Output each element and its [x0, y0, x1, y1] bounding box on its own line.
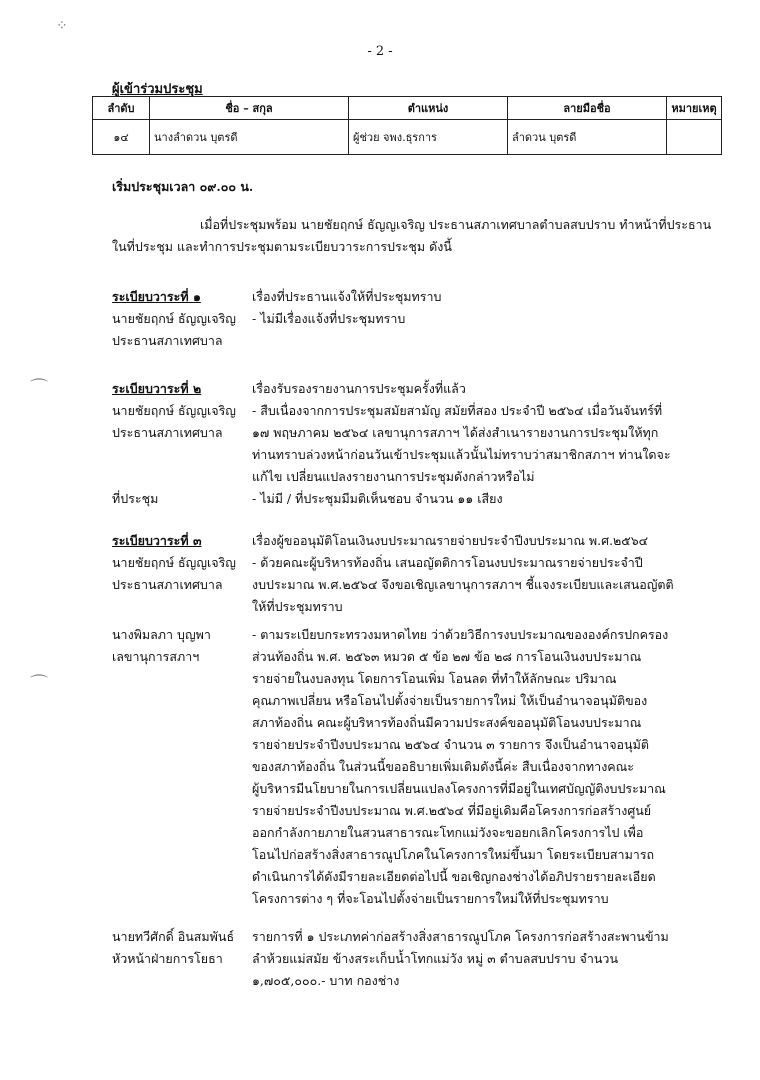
speaker-title: ประธานสภาเทศบาล — [112, 333, 223, 348]
agenda-text: - ไม่มีเรื่องแจ้งที่ประชุมทราบ — [252, 311, 406, 326]
speaker-name: นางพิมลภา บุญพา — [112, 627, 211, 642]
punch-hole-mark: ⌒ — [30, 674, 48, 695]
table-cell: ผู้ช่วย จพง.ธุรการ — [349, 120, 508, 155]
engineer-text: ๑,๗๐๕,๐๐๐.- บาท กองช่าง — [252, 973, 400, 988]
clerk-text: - ตามระเบียบกระทรวงมหาดไทย ว่าด้วยวิธีการงบประมาณขององค์กรปกครอง — [252, 627, 669, 642]
scan-mark-top: ⁘ — [56, 18, 68, 34]
agenda-2-left — [112, 378, 252, 444]
speaker-title: เลขานุการสภาฯ — [112, 649, 200, 664]
clerk-right — [252, 624, 730, 910]
opening-line: ในที่ประชุม และทำการประชุมตามระเบียบวาระการประชุม ดังนี้ — [112, 239, 452, 254]
agenda-text: งบประมาณ พ.ศ.๒๕๖๔ จึงขอเชิญเลขานุการสภาฯ ชี้แจงระเบียบและเสนอญัตติ — [252, 577, 674, 592]
agenda-text: ท่านทราบล่วงหน้าก่อนวันเข้าประชุมแล้วนั้นไม่ทราบว่าสมาชิกสภาฯ ท่านใดจะ — [252, 447, 671, 462]
agenda-text: - ด้วยคณะผู้บริหารท้องถิ่น เสนอญัตติการโอนงบประมาณรายจ่ายประจำปี — [252, 555, 643, 570]
attendees-label: ผู้เข้าร่วมประชุม — [112, 82, 203, 97]
table-row — [93, 120, 722, 155]
agenda-3-right — [252, 530, 730, 618]
page-number: - 2 - — [367, 44, 393, 59]
agenda-title: เรื่องที่ประธานแจ้งให้ที่ประชุมทราบ — [252, 289, 442, 304]
start-time: เริ่มประชุมเวลา ๐๙.๐๐ น. — [112, 179, 254, 194]
assembly-result: - ไม่มี / ที่ประชุมมีมติเห็นชอบ จำนวน ๑๑ เสียง — [252, 491, 503, 506]
speaker-title: หัวหน้าฝ่ายการโยธา — [112, 951, 223, 966]
punch-hole-mark: ⌒ — [30, 378, 48, 399]
assembly-label: ที่ประชุม — [112, 491, 159, 506]
speaker-name: นายทวีศักดิ์ อินสมพันธ์ — [112, 929, 235, 944]
clerk-text: โครงการต่าง ๆ ที่จะโอนไปตั้งจ่ายเป็นรายการใหม่ให้ที่ประชุมทราบ — [252, 891, 609, 906]
agenda-2-right — [252, 378, 730, 488]
column-header: ลายมือชื่อ — [508, 97, 667, 120]
speaker-title: ประธานสภาเทศบาล — [112, 425, 223, 440]
clerk-text: รายจ่ายในงบลงทุน โดยการโอนเพิ่ม โอนลด ที่ทำให้ลักษณะ ปริมาณ — [252, 671, 617, 686]
clerk-left — [112, 624, 252, 668]
table-header-row — [93, 97, 722, 120]
clerk-text: โอนไปก่อสร้างสิ่งสาธารณูปโภคในโครงการใหม่ขึ้นมา โดยระเบียบสามารถ — [252, 847, 655, 862]
speaker-name: นายชัยฤกษ์ ธัญญเจริญ — [112, 311, 236, 326]
clerk-text: รายจ่ายประจำปีงบประมาณ พ.ศ.๒๕๖๔ ที่มีอยู่เดิมคือโครงการก่อสร้างศูนย์ — [252, 803, 652, 818]
agenda-title: เรื่องรับรองรายงานการประชุมครั้งที่แล้ว — [252, 381, 466, 396]
engineer-left — [112, 926, 252, 970]
speaker-name: นายชัยฤกษ์ ธัญญเจริญ — [112, 555, 236, 570]
clerk-text: ของสภาท้องถิ่น ในส่วนนี้ขออธิบายเพิ่มเติมดังนี้ค่ะ สืบเนื่องจากทางคณะ — [252, 759, 634, 774]
engineer-text: ลำห้วยแม่สมัย ข้างสระเก็บน้ำโทกแม่วัง หมู่ ๓ ตำบลสบปราบ จำนวน — [252, 951, 618, 966]
agenda-text: ๑๗ พฤษภาคม ๒๕๖๔ เลขานุการสภาฯ ได้ส่งสำเนารายงานการประชุมให้ทุก — [252, 425, 659, 440]
agenda-heading: ระเบียบวาระที่ ๒ — [112, 381, 202, 396]
column-header: หมายเหตุ — [667, 97, 722, 120]
agenda-1-left — [112, 286, 252, 352]
engineer-text: รายการที่ ๑ ประเภทค่าก่อสร้างสิ่งสาธารณูปโภค โครงการก่อสร้างสะพานข้าม — [252, 929, 669, 944]
clerk-text: คุณภาพเปลี่ยน หรือโอนไปตั้งจ่ายเป็นรายการใหม่ ให้เป็นอำนาจอนุมัติของ — [252, 693, 648, 708]
attendees-table — [92, 96, 722, 155]
agenda-text: แก้ไข เปลี่ยนแปลงรายงานการประชุมดังกล่าวหรือไม่ — [252, 469, 535, 484]
agenda-1-right — [252, 286, 730, 330]
clerk-text: สภาท้องถิ่น คณะผู้บริหารท้องถิ่นมีความประสงค์ขออนุมัติโอนงบประมาณ — [252, 715, 642, 730]
table-cell: นางลำดวน บุตรดี — [150, 120, 349, 155]
clerk-text: ดำเนินการได้ดังมีรายละเอียดต่อไปนี้ ขอเชิญกองช่างได้อภิปรายรายละเอียด — [252, 869, 656, 884]
table-cell — [667, 120, 722, 155]
opening-line: เมื่อที่ประชุมพร้อม นายชัยฤกษ์ ธัญญเจริญ ประธานสภาเทศบาลตำบลสบปราบ ทำหน้าที่ประธาน — [200, 217, 712, 232]
agenda-3-left — [112, 530, 252, 596]
agenda-heading: ระเบียบวาระที่ ๓ — [112, 533, 202, 548]
column-header: ตำแหน่ง — [349, 97, 508, 120]
clerk-text: ส่วนท้องถิ่น พ.ศ. ๒๕๖๓ หมวด ๕ ข้อ ๒๗ ข้อ ๒๘ การโอนเงินงบประมาณ — [252, 649, 642, 664]
agenda-text: - สืบเนื่องจากการประชุมสมัยสามัญ สมัยที่สอง ประจำปี ๒๕๖๔ เมื่อวันจันทร์ที่ — [252, 403, 663, 418]
agenda-text: ให้ที่ประชุมทราบ — [252, 599, 343, 614]
table-cell: ๑๔ — [93, 120, 150, 155]
clerk-text: รายจ่ายประจำปีงบประมาณ ๒๕๖๔ จำนวน ๓ รายการ จึงเป็นอำนาจอนุมัติ — [252, 737, 649, 752]
agenda-title: เรื่องผู้ขออนุมัติโอนเงินงบประมาณรายจ่ายประจำปีงบประมาณ พ.ศ.๒๕๖๔ — [252, 533, 649, 548]
clerk-text: ออกกำลังกายภายในสวนสาธารณะโทกแม่วังจะขอยกเลิกโครงการไป เพื่อ — [252, 825, 644, 840]
engineer-right — [252, 926, 730, 992]
clerk-text: ผู้บริหารมีนโยบายในการเปลี่ยนแปลงโครงการที่มีอยู่ในเทศบัญญัติงบประมาณ — [252, 781, 666, 796]
speaker-title: ประธานสภาเทศบาล — [112, 577, 223, 592]
column-header: ชื่อ – สกุล — [150, 97, 349, 120]
table-cell: ลำดวน บุตรดี — [508, 120, 667, 155]
column-header: ลำดับ — [93, 97, 150, 120]
agenda-heading: ระเบียบวาระที่ ๑ — [112, 289, 201, 304]
speaker-name: นายชัยฤกษ์ ธัญญเจริญ — [112, 403, 236, 418]
